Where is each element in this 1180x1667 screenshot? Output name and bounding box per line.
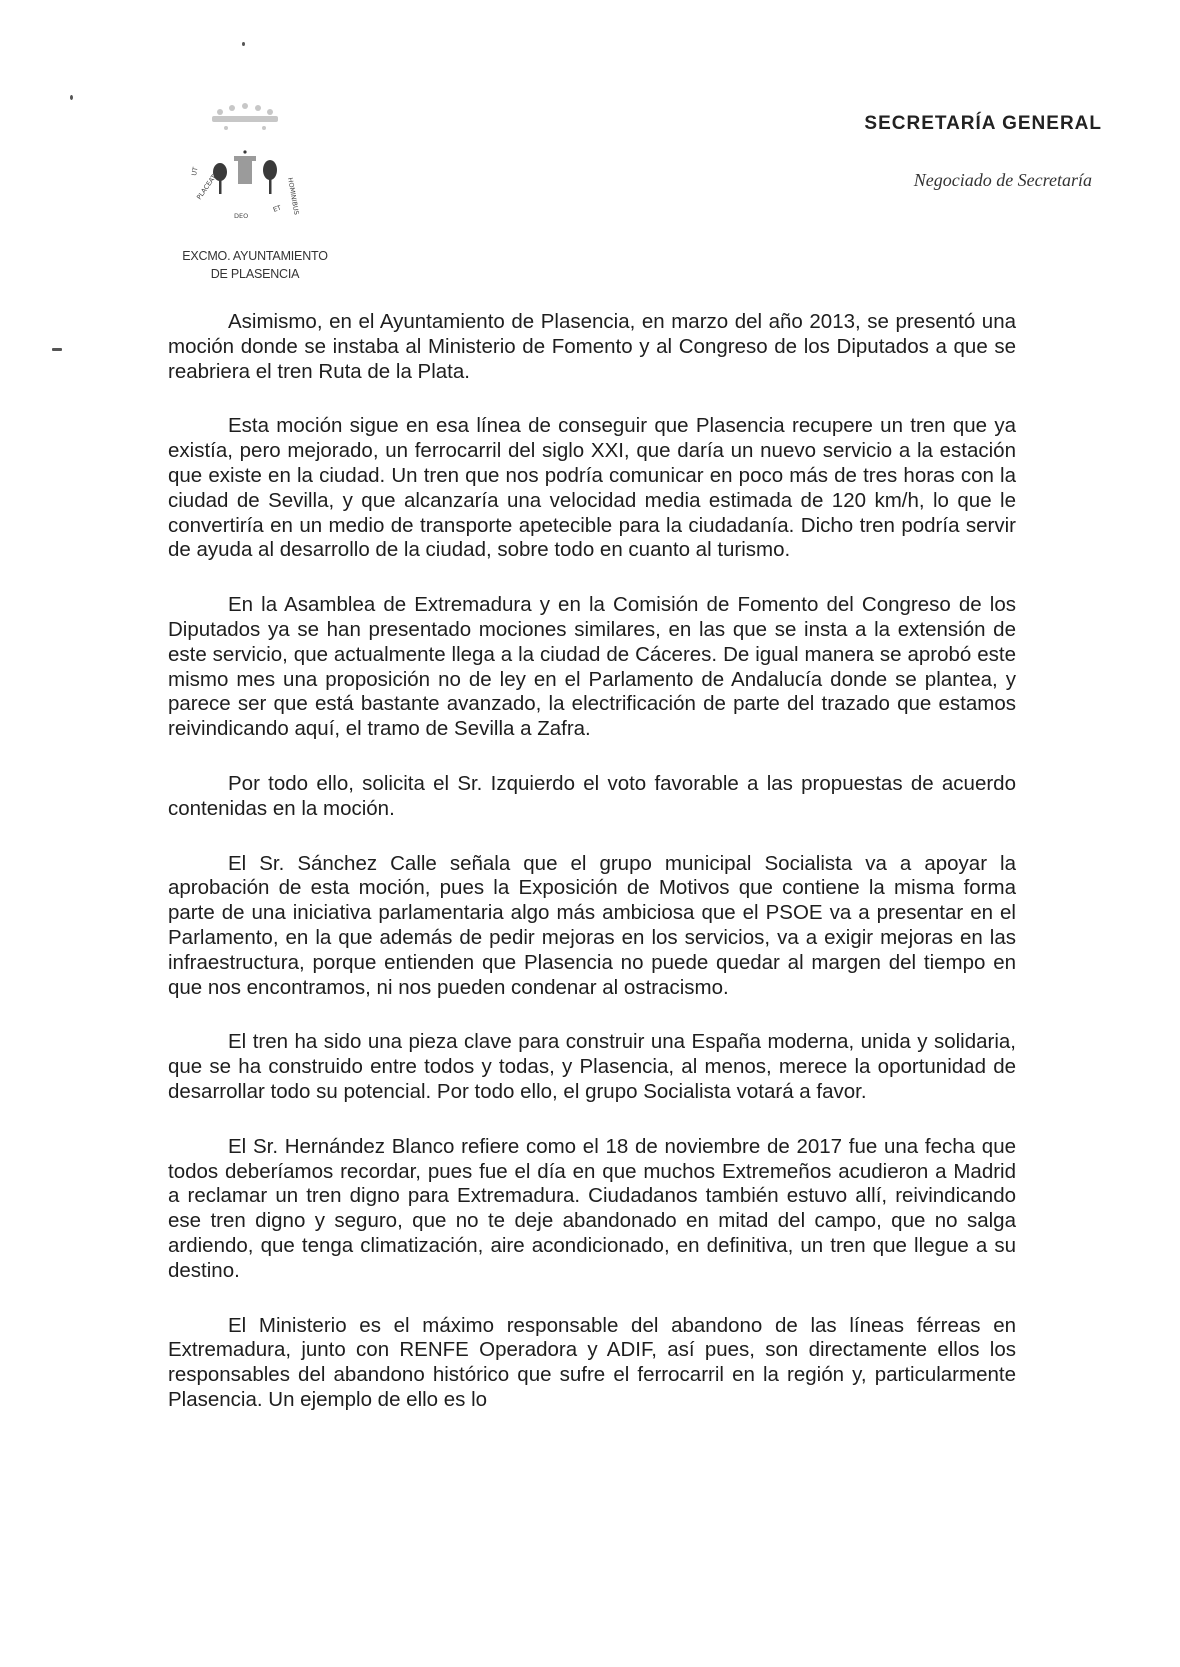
letterhead (0, 0, 1180, 290)
scan-speck (242, 42, 245, 46)
paragraph: El Ministerio es el máximo responsable del abandono de las líneas férreas en Extremadura, junto con RENFE Operadora y ADIF, así pues, son directamente ellos los responsables del abandono histórico que sufre el ferrocarril en la región y, particularmente Plasencia. Un ejemplo de ello es lo (168, 1313, 1016, 1411)
paragraph: El tren ha sido una pieza clave para construir una España moderna, unida y solidaria, que se ha construido entre todos y todas, y Plasencia, al menos, merece la oportunidad de desarrollar todo su potencial. Por todo ello, el grupo Socialista votará a favor. (168, 1030, 1016, 1103)
paragraph: Por todo ello, solicita el Sr. Izquierdo el voto favorable a las propuestas de acuerdo contenidas en la moción. (168, 771, 1016, 820)
svg-text:HOMINIBUS: HOMINIBUS (286, 176, 301, 216)
svg-text:UT: UT (190, 166, 200, 177)
department-title: SECRETARÍA GENERAL (864, 113, 1102, 134)
svg-text:DEO: DEO (234, 212, 249, 220)
paragraph: El Sr. Hernández Blanco refiere como el 18 de noviembre de 2017 fue una fecha que todos deberíamos recordar, pues fue el día en que muchos Extremeños acudieron a Madrid a reclamar un tren digno para Extremadura. Ciudadanos también estuvo allí, reivindicando ese tren digno y seguro, que no te deje abandonado en mitad del campo, que no salga ardiendo, que tenga climatización, aire acondicionado, en definitiva, un tren que llegue a su destino. (168, 1134, 1016, 1282)
coat-of-arms-crest (190, 100, 310, 230)
scan-speck (70, 95, 73, 100)
subdepartment-title: Negociado de Secretaría (913, 170, 1092, 190)
organization-name (170, 247, 340, 283)
svg-text:ET: ET (271, 203, 283, 214)
svg-text:PLACEAT: PLACEAT (195, 173, 219, 202)
paragraph: Asimismo, en el Ayuntamiento de Plasencia, en marzo del año 2013, se presentó una moción donde se instaba al Ministerio de Fomento y al Congreso de los Diputados a que se reabriera el tren Ruta de la Plata. (168, 310, 1016, 383)
scan-speck (52, 348, 62, 351)
paragraph: El Sr. Sánchez Calle señala que el grupo municipal Socialista va a apoyar la aprobación de esta moción, pues la Exposición de Motivos que contiene la misma forma parte de una iniciativa parlamentaria algo más ambiciosa que el PSOE va a presentar en el Parlamento, en la que además de pedir mejoras en los servicios, va a exigir mejoras en las infraestructura, porque entienden que Plasencia no puede quedar al margen del tiempo en que nos encontramos, ni nos pueden condenar al ostracismo. (168, 851, 1016, 999)
paragraph: En la Asamblea de Extremadura y en la Comisión de Fomento del Congreso de los Diputados ya se han presentado mociones similares, en las que se insta a la extensión de este servicio, que actualmente llega a la ciudad de Cáceres. De igual manera se aprobó este mismo mes una proposición no de ley en el Parlamento de Andalucía donde se plantea, y parece ser que está bastante avanzado, la electrificación de parte del trazado que estamos reivindicando aquí, el tramo de Sevilla a Zafra. (168, 593, 1016, 741)
organization-line-1: EXCMO. AYUNTAMIENTO (182, 249, 328, 263)
paragraph: Esta moción sigue en esa línea de conseguir que Plasencia recupere un tren que ya existía, pero mejorado, un ferrocarril del siglo XXI, que daría un nuevo servicio a la estación que existe en la ciudad. Un tren que nos podría comunicar en poco más de tres horas con la ciudad de Sevilla, y que alcanzaría una velocidad media estimada de 120 km/h, lo que le convertiría en un medio de transporte apetecible para la ciudadanía. Dicho tren podría servir de ayuda al desarrollo de la ciudad, sobre todo en cuanto al turismo. (168, 414, 1016, 562)
letter-body (168, 310, 1016, 1413)
organization-line-2: DE PLASENCIA (210, 267, 300, 281)
